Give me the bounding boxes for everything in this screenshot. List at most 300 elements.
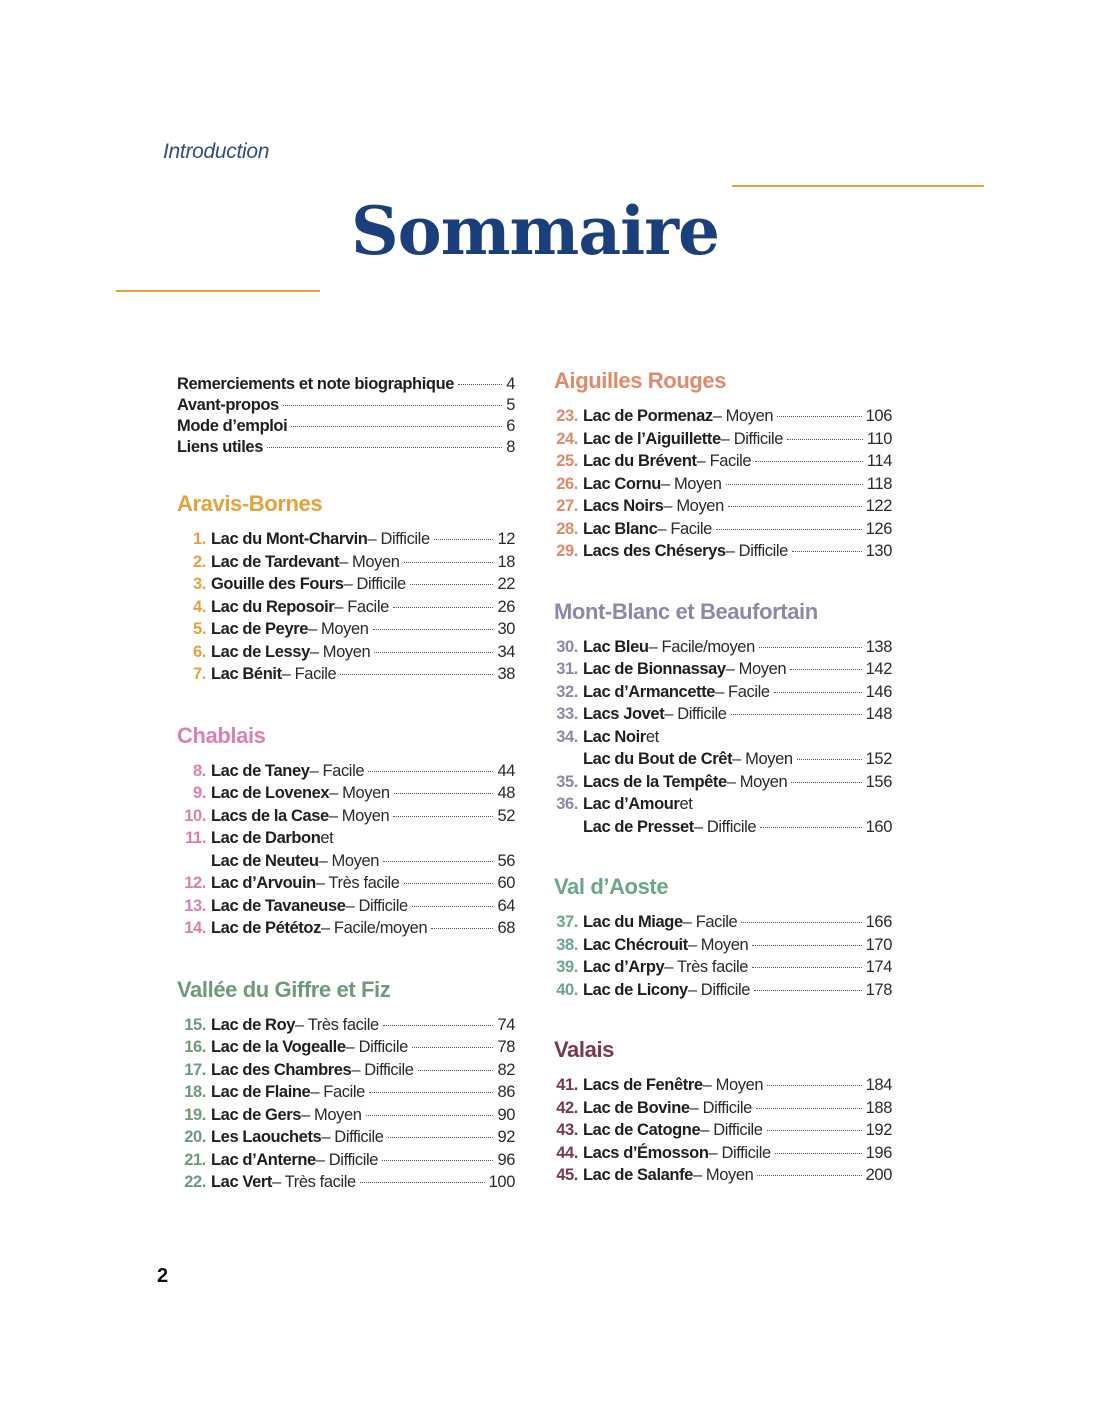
entry-level: – Moyen bbox=[329, 784, 390, 802]
toc-column-left bbox=[177, 374, 515, 1194]
toc-entry[interactable] bbox=[554, 1119, 892, 1142]
entry-name: Lac Bénit bbox=[211, 665, 282, 683]
entry-level: – Difficile bbox=[700, 1121, 763, 1139]
entry-number: 9. bbox=[193, 784, 206, 802]
entry-level: – Difficile bbox=[708, 1143, 771, 1162]
entry-number: 24. bbox=[556, 429, 578, 448]
section-title: Chablais bbox=[177, 722, 266, 748]
entry-name: Lacs de Fenêtre bbox=[583, 1076, 703, 1094]
dot-leader bbox=[754, 990, 862, 991]
entry-name: Mode d’emploi bbox=[177, 417, 288, 435]
entry-name: Remerciements et note biographique bbox=[177, 375, 455, 393]
entry-name: Lac de Licony bbox=[583, 980, 688, 999]
entry-level: – Facile/moyen bbox=[648, 637, 755, 656]
entry-name: Lac du Miage bbox=[583, 913, 683, 931]
entry-name: Lac de Peyre bbox=[211, 620, 309, 638]
entry-page: 4 bbox=[506, 375, 515, 393]
entry-level: – Moyen bbox=[661, 474, 722, 493]
toc-entry[interactable] bbox=[177, 850, 515, 873]
section-montblanc bbox=[554, 598, 892, 839]
entry-page: 166 bbox=[865, 913, 892, 931]
entry-number: 3. bbox=[193, 575, 206, 593]
section-aiguilles bbox=[554, 367, 892, 563]
entry-name: Lacs de la Tempête bbox=[583, 772, 727, 791]
toc-entry[interactable] bbox=[177, 618, 515, 641]
entry-number: 30. bbox=[556, 637, 578, 656]
toc-entry[interactable] bbox=[177, 1149, 515, 1172]
entry-level: – Moyen bbox=[309, 642, 371, 661]
entry-level: – Moyen bbox=[318, 851, 380, 870]
toc-entry[interactable] bbox=[177, 917, 515, 940]
toc-entry[interactable] bbox=[177, 1081, 515, 1104]
entry-page: 52 bbox=[497, 806, 515, 825]
entry-number: 17. bbox=[184, 1060, 206, 1079]
toc-entry[interactable] bbox=[177, 641, 515, 664]
entry-name: Lac Noir bbox=[583, 727, 646, 746]
entry-name: Lac du Bout de Crêt bbox=[583, 750, 733, 768]
entry-number: 39. bbox=[556, 958, 578, 976]
toc-entry[interactable] bbox=[554, 540, 892, 563]
dot-leader bbox=[731, 714, 862, 715]
entry-name: Lac Chécrouit bbox=[583, 935, 688, 954]
entry-name: Lacs Jovet bbox=[583, 705, 665, 723]
entry-number: 29. bbox=[556, 542, 578, 560]
section-title: Aiguilles Rouges bbox=[554, 368, 727, 393]
dot-leader bbox=[369, 1092, 494, 1093]
entry-page: 86 bbox=[497, 1083, 515, 1101]
entry-name: Lac Bleu bbox=[583, 637, 649, 656]
toc-entry[interactable] bbox=[177, 782, 515, 805]
left-rule bbox=[116, 290, 320, 292]
toc-entry[interactable] bbox=[177, 1014, 515, 1037]
entry-name: Lacs Noirs bbox=[583, 497, 664, 515]
toc-entry[interactable] bbox=[177, 528, 515, 551]
dot-leader bbox=[393, 607, 494, 608]
entry-level: – Moyen bbox=[308, 620, 369, 638]
entry-level: – Très facile bbox=[295, 1015, 379, 1034]
entry-number: 20. bbox=[184, 1128, 206, 1146]
section-chablais bbox=[177, 722, 515, 940]
entry-level: – Facile bbox=[334, 597, 389, 616]
toc-entry[interactable] bbox=[554, 726, 892, 749]
entry-number: 10. bbox=[184, 806, 206, 825]
entry-number: 37. bbox=[556, 913, 578, 931]
entry-name: Lac du Mont-Charvin bbox=[211, 530, 368, 548]
entry-name: Lac d’Anterne bbox=[211, 1150, 316, 1169]
entry-level: – Difficile bbox=[343, 575, 406, 593]
top-rule bbox=[732, 185, 984, 187]
entry-number: 25. bbox=[556, 452, 578, 470]
section-title: Vallée du Giffre et Fiz bbox=[177, 976, 391, 1002]
entry-level: – Facile bbox=[657, 519, 712, 538]
toc-entry[interactable] bbox=[177, 596, 515, 619]
entry-level: – Difficile bbox=[687, 980, 751, 999]
entry-name: Lac de Lessy bbox=[211, 642, 310, 661]
dot-leader bbox=[383, 861, 493, 862]
dot-leader bbox=[774, 692, 862, 693]
entry-page: 56 bbox=[497, 851, 515, 870]
entry-level: – Très facile bbox=[272, 1173, 356, 1191]
toc-entry[interactable] bbox=[554, 793, 892, 816]
toc-entry[interactable] bbox=[554, 703, 892, 726]
entry-page: 188 bbox=[865, 1098, 892, 1117]
dot-leader bbox=[412, 906, 494, 907]
dot-leader bbox=[366, 1115, 494, 1116]
entry-name: Lac de Bionnassay bbox=[583, 660, 726, 678]
entry-number: 18. bbox=[184, 1083, 206, 1101]
entry-number: 32. bbox=[556, 682, 578, 701]
entry-level: – Moyen bbox=[725, 660, 787, 678]
entry-level: – Difficile bbox=[345, 1038, 408, 1056]
section-giffre bbox=[177, 976, 515, 1194]
entry-number: 27. bbox=[556, 497, 578, 515]
dot-leader bbox=[382, 1160, 493, 1161]
dot-leader bbox=[458, 384, 502, 385]
page-title: Sommaire bbox=[351, 192, 719, 270]
entry-level: – Facile bbox=[682, 913, 738, 931]
entry-number: 45. bbox=[556, 1166, 578, 1184]
toc-entry[interactable] bbox=[554, 956, 892, 979]
entry-level: – Difficile bbox=[720, 429, 784, 448]
toc-entry[interactable] bbox=[554, 1097, 892, 1120]
entry-level: – Moyen bbox=[712, 407, 774, 425]
entry-name: Lac de Pététoz bbox=[211, 919, 321, 937]
entry-name: Avant-propos bbox=[177, 396, 279, 414]
entry-page: 26 bbox=[497, 597, 515, 616]
entry-page: 44 bbox=[497, 761, 515, 780]
entry-page: 30 bbox=[497, 620, 515, 638]
dot-leader bbox=[368, 771, 493, 772]
entry-page: 18 bbox=[497, 552, 515, 571]
toc-entry[interactable] bbox=[177, 827, 515, 850]
entry-page: 110 bbox=[866, 429, 892, 448]
dot-leader bbox=[752, 945, 861, 946]
entry-number: 44. bbox=[556, 1143, 578, 1162]
entry-page: 146 bbox=[865, 682, 892, 701]
entry-level: – Difficile bbox=[689, 1098, 752, 1117]
dot-leader bbox=[291, 426, 502, 427]
toc-entry[interactable] bbox=[177, 1036, 515, 1059]
entry-page: 174 bbox=[865, 958, 892, 976]
entry-page: 92 bbox=[497, 1128, 515, 1146]
entry-page: 196 bbox=[865, 1143, 892, 1162]
dot-leader bbox=[404, 562, 494, 563]
entry-number: 16. bbox=[184, 1038, 206, 1056]
toc-entry[interactable] bbox=[177, 573, 515, 596]
entry-level: – Difficile bbox=[664, 705, 727, 723]
section-title: Val d’Aoste bbox=[554, 874, 669, 899]
entry-page: 6 bbox=[506, 417, 515, 435]
entry-number: 41. bbox=[556, 1076, 578, 1094]
toc-entry[interactable] bbox=[177, 760, 515, 783]
entry-name: Lac de la Vogealle bbox=[211, 1038, 346, 1056]
entry-name: Lac Vert bbox=[211, 1173, 273, 1191]
entry-name: Lac de Neuteu bbox=[211, 851, 319, 870]
dot-leader bbox=[797, 759, 862, 760]
dot-leader bbox=[383, 1025, 494, 1026]
toc-entry[interactable] bbox=[177, 872, 515, 895]
toc-entry[interactable] bbox=[177, 437, 515, 458]
dot-leader bbox=[790, 669, 861, 670]
entry-page: 192 bbox=[865, 1121, 892, 1139]
entry-level: et bbox=[679, 795, 693, 813]
dot-leader bbox=[775, 1153, 862, 1154]
toc-entry[interactable] bbox=[177, 395, 515, 416]
dot-leader bbox=[759, 647, 862, 648]
toc-column-right bbox=[554, 367, 892, 1187]
entry-name: Lac du Reposoir bbox=[211, 597, 335, 616]
entry-page: 64 bbox=[497, 896, 515, 915]
entry-level: – Moyen bbox=[702, 1076, 764, 1094]
entry-name: Liens utiles bbox=[177, 438, 263, 456]
entry-page: 5 bbox=[506, 396, 515, 414]
dot-leader bbox=[760, 827, 862, 828]
entry-level: – Facile bbox=[715, 682, 770, 701]
entry-number: 42. bbox=[556, 1098, 578, 1117]
entry-page: 184 bbox=[865, 1076, 892, 1094]
toc-entry[interactable] bbox=[177, 1059, 515, 1082]
entry-level: – Très facile bbox=[315, 874, 400, 892]
entry-page: 114 bbox=[866, 452, 892, 470]
entry-level: – Moyen bbox=[732, 750, 793, 768]
toc-entry[interactable] bbox=[554, 816, 892, 839]
entry-level: et bbox=[320, 829, 334, 847]
entry-level: – Difficile bbox=[321, 1128, 384, 1146]
entry-name: Lac d’Armancette bbox=[583, 682, 716, 701]
dot-leader bbox=[283, 405, 502, 406]
toc-entry[interactable] bbox=[554, 495, 892, 518]
entry-level: – Difficile bbox=[315, 1150, 379, 1169]
dot-leader bbox=[393, 816, 493, 817]
toc-entry[interactable] bbox=[554, 405, 892, 428]
entry-page: 160 bbox=[865, 817, 892, 836]
entry-level: – Facile bbox=[696, 452, 752, 470]
entry-name: Lacs de la Case bbox=[211, 806, 329, 825]
entry-page: 148 bbox=[865, 705, 892, 723]
entry-page: 22 bbox=[497, 575, 515, 593]
entry-number: 36. bbox=[556, 795, 578, 813]
toc-entry[interactable] bbox=[554, 748, 892, 771]
entry-level: – Très facile bbox=[664, 958, 749, 976]
entry-page: 178 bbox=[865, 980, 892, 999]
entry-number: 11. bbox=[185, 829, 206, 847]
entry-page: 142 bbox=[865, 660, 892, 678]
dot-leader bbox=[755, 461, 863, 462]
dot-leader bbox=[374, 652, 493, 653]
entry-number: 31. bbox=[556, 660, 578, 678]
dot-leader bbox=[267, 447, 502, 448]
dot-leader bbox=[418, 1070, 494, 1071]
entry-level: – Moyen bbox=[692, 1166, 754, 1184]
entry-name: Lac de Salanfe bbox=[583, 1166, 693, 1184]
toc-entry[interactable] bbox=[177, 1171, 515, 1194]
dot-leader bbox=[752, 967, 862, 968]
entry-name: Lac Cornu bbox=[583, 474, 661, 493]
entry-level: – Moyen bbox=[663, 497, 724, 515]
toc-entry[interactable] bbox=[177, 374, 515, 395]
front-matter bbox=[177, 374, 515, 458]
entry-level: – Facile bbox=[309, 761, 365, 780]
entry-number: 7. bbox=[193, 665, 206, 683]
entry-number: 19. bbox=[184, 1105, 206, 1124]
page-number: 2 bbox=[157, 1265, 169, 1287]
toc-entry[interactable] bbox=[554, 428, 892, 451]
entry-level: – Difficile bbox=[367, 530, 430, 548]
dot-leader bbox=[777, 416, 861, 417]
toc-entry[interactable] bbox=[177, 1126, 515, 1149]
entry-name: Lac de Lovenex bbox=[211, 784, 330, 802]
toc-entry[interactable] bbox=[177, 895, 515, 918]
dot-leader bbox=[756, 1108, 862, 1109]
entry-name: Lac d’Arpy bbox=[583, 958, 665, 976]
entry-number: 5. bbox=[193, 620, 206, 638]
entry-number: 15. bbox=[184, 1015, 206, 1034]
dot-leader bbox=[412, 1047, 494, 1048]
dot-leader bbox=[388, 1137, 494, 1138]
entry-name: Gouille des Fours bbox=[211, 575, 344, 593]
entry-level: – Moyen bbox=[301, 1105, 362, 1124]
entry-number: 28. bbox=[556, 519, 578, 538]
entry-number: 21. bbox=[184, 1150, 206, 1169]
entry-number: 23. bbox=[556, 407, 578, 425]
entry-page: 60 bbox=[497, 874, 515, 892]
dot-leader bbox=[726, 484, 863, 485]
dot-leader bbox=[360, 1182, 485, 1183]
entry-level: – Difficile bbox=[725, 542, 788, 560]
entry-name: Lac de Catogne bbox=[583, 1121, 701, 1139]
entry-level: – Facile/moyen bbox=[320, 919, 428, 937]
entry-level: – Difficile bbox=[345, 896, 408, 915]
entry-level: et bbox=[645, 727, 659, 746]
entry-page: 126 bbox=[865, 519, 892, 538]
entry-number: 12. bbox=[184, 874, 206, 892]
entry-number: 40. bbox=[556, 980, 578, 999]
dot-leader bbox=[434, 539, 494, 540]
toc-entry[interactable] bbox=[554, 934, 892, 957]
dot-leader bbox=[394, 793, 494, 794]
toc-entry[interactable] bbox=[554, 658, 892, 681]
entry-name: Lac de Taney bbox=[211, 761, 310, 780]
dot-leader bbox=[767, 1085, 862, 1086]
toc-entry[interactable] bbox=[177, 663, 515, 686]
entry-number: 13. bbox=[184, 896, 206, 915]
entry-page: 200 bbox=[865, 1166, 892, 1184]
entry-page: 82 bbox=[497, 1060, 515, 1079]
entry-name: Lac d’Amour bbox=[583, 795, 680, 813]
entry-number: 33. bbox=[556, 705, 578, 723]
entry-name: Lac de Tavaneuse bbox=[211, 896, 346, 915]
dot-leader bbox=[757, 1175, 861, 1176]
entry-number: 35. bbox=[556, 772, 578, 791]
section-aravis bbox=[177, 490, 515, 686]
entry-page: 130 bbox=[865, 542, 892, 560]
toc-entry[interactable] bbox=[554, 1164, 892, 1187]
entry-number: 4. bbox=[193, 597, 206, 616]
entry-page: 78 bbox=[497, 1038, 515, 1056]
entry-name: Lac de Gers bbox=[211, 1105, 302, 1124]
entry-level: – Moyen bbox=[726, 772, 788, 791]
entry-name: Lac de Darbon bbox=[211, 829, 321, 847]
entry-name: Lacs des Chéserys bbox=[583, 542, 726, 560]
entry-page: 156 bbox=[865, 772, 892, 791]
entry-page: 106 bbox=[865, 407, 892, 425]
toc-entry[interactable] bbox=[554, 473, 892, 496]
entry-page: 12 bbox=[497, 530, 515, 548]
entry-number: 8. bbox=[193, 761, 206, 780]
entry-level: – Facile bbox=[310, 1083, 365, 1101]
entry-name: Lac des Chambres bbox=[211, 1060, 352, 1079]
toc-entry[interactable] bbox=[554, 979, 892, 1002]
entry-page: 38 bbox=[497, 665, 515, 683]
entry-level: – Moyen bbox=[339, 552, 400, 571]
entry-level: – Difficile bbox=[351, 1060, 414, 1079]
dot-leader bbox=[716, 529, 862, 530]
toc-entry[interactable] bbox=[177, 416, 515, 437]
toc-entry[interactable] bbox=[177, 551, 515, 574]
dot-leader bbox=[373, 629, 494, 630]
entry-name: Les Laouchets bbox=[211, 1128, 322, 1146]
entry-level: – Moyen bbox=[328, 806, 390, 825]
entry-name: Lac de Pormenaz bbox=[583, 407, 713, 425]
dot-leader bbox=[741, 922, 861, 923]
entry-name: Lac d’Arvouin bbox=[211, 874, 316, 892]
toc-entry[interactable] bbox=[554, 911, 892, 934]
toc-entry[interactable] bbox=[554, 636, 892, 659]
toc-entry[interactable] bbox=[554, 681, 892, 704]
entry-name: Lac de Tardevant bbox=[211, 552, 340, 571]
entry-page: 170 bbox=[865, 935, 892, 954]
toc-entry[interactable] bbox=[177, 805, 515, 828]
section-title: Valais bbox=[554, 1037, 614, 1062]
entry-page: 68 bbox=[497, 919, 515, 937]
entry-number: 26. bbox=[556, 474, 578, 493]
entry-page: 122 bbox=[865, 497, 892, 515]
toc-entry[interactable] bbox=[554, 518, 892, 541]
entry-name: Lacs d’Émosson bbox=[583, 1143, 709, 1162]
entry-page: 34 bbox=[497, 642, 515, 661]
toc-entry[interactable] bbox=[554, 771, 892, 794]
entry-name: Lac de Bovine bbox=[583, 1098, 690, 1117]
toc-entry[interactable] bbox=[554, 450, 892, 473]
entry-number: 14. bbox=[184, 919, 206, 937]
section-label: Introduction bbox=[163, 140, 270, 163]
entry-level: – Moyen bbox=[687, 935, 749, 954]
entry-level: – Difficile bbox=[693, 817, 757, 836]
entry-page: 48 bbox=[497, 784, 515, 802]
dot-leader bbox=[791, 782, 861, 783]
dot-leader bbox=[787, 439, 863, 440]
toc-entry[interactable] bbox=[554, 1074, 892, 1097]
entry-page: 96 bbox=[497, 1150, 515, 1169]
dot-leader bbox=[792, 551, 862, 552]
dot-leader bbox=[431, 928, 493, 929]
entry-name: Lac Blanc bbox=[583, 519, 658, 538]
entry-name: Lac du Brévent bbox=[583, 452, 697, 470]
section-title: Mont-Blanc et Beaufortain bbox=[554, 598, 818, 624]
section-title: Aravis-Bornes bbox=[177, 491, 323, 516]
entry-number: 2. bbox=[193, 552, 206, 571]
entry-page: 100 bbox=[488, 1173, 515, 1191]
entry-page: 90 bbox=[497, 1105, 515, 1124]
toc-entry[interactable] bbox=[554, 1142, 892, 1165]
dot-leader bbox=[410, 584, 494, 585]
entry-level: – Facile bbox=[281, 665, 337, 683]
entry-number: 38. bbox=[556, 935, 578, 954]
toc-entry[interactable] bbox=[177, 1104, 515, 1127]
entry-number: 43. bbox=[556, 1121, 578, 1139]
entry-page: 138 bbox=[865, 637, 892, 656]
dot-leader bbox=[404, 883, 494, 884]
